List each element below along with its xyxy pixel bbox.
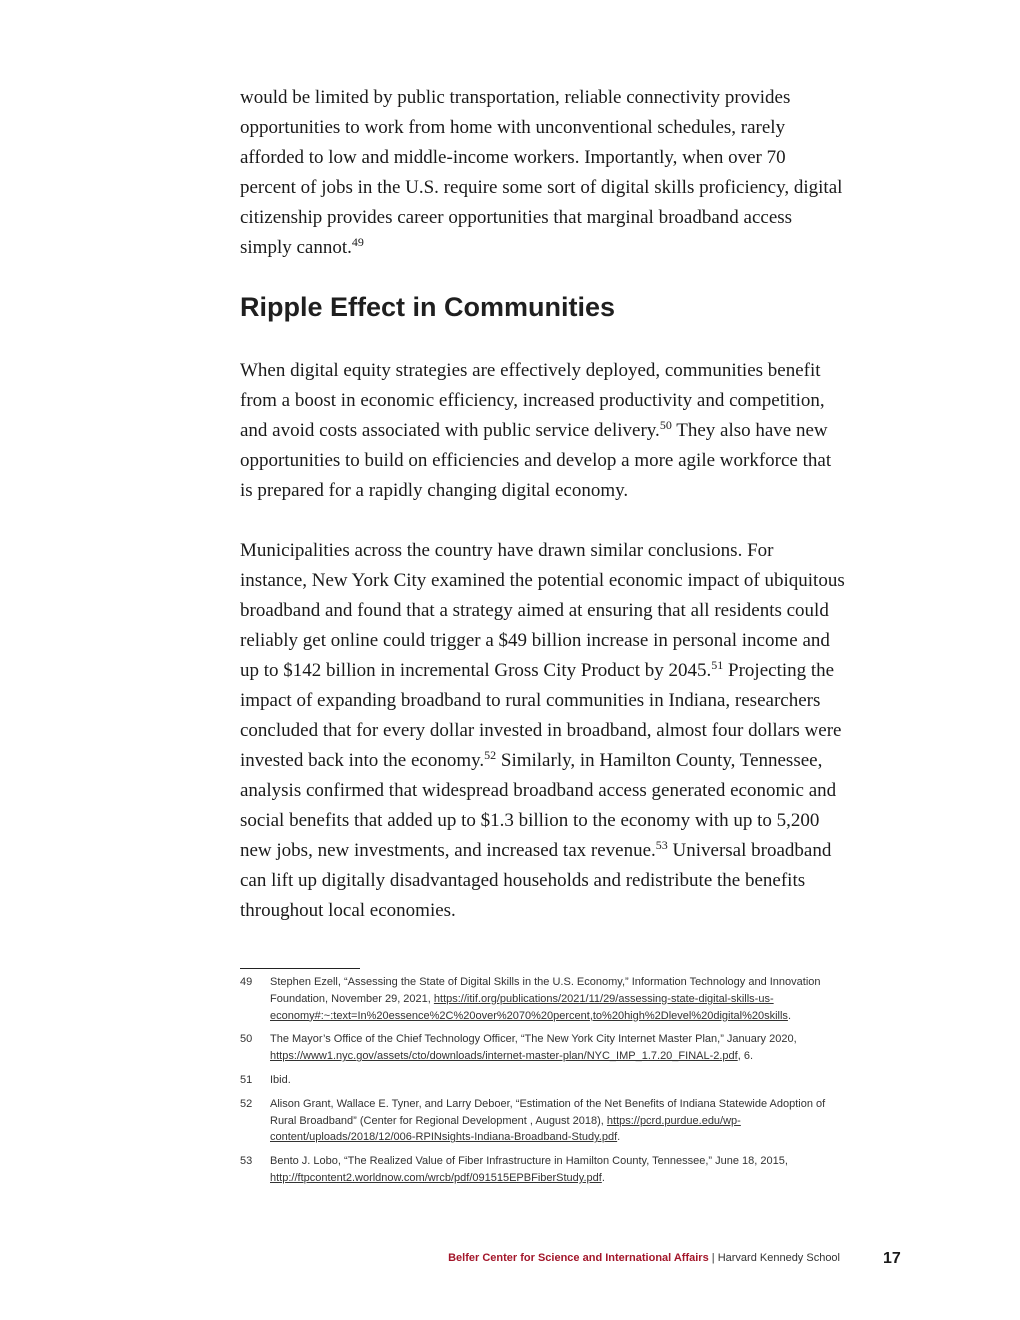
footnote-number: 50 xyxy=(240,1033,253,1046)
paragraph-text: They also have new opportunities to build on efficiencies and develop a more agile workforce that is prepared for a rapidly changing digital economy. xyxy=(240,420,832,501)
body-paragraph-2 xyxy=(240,356,845,506)
footnote-ref-49[interactable]: 49 xyxy=(351,235,364,249)
footnote-number: 49 xyxy=(240,976,253,988)
footer-school: Harvard Kennedy School xyxy=(717,1252,840,1264)
citation-end: , 6. xyxy=(737,1050,754,1063)
citation: Bento J. Lobo, “The Realized Value of Fiber Infrastructure in Hamilton County, Tennessee,” June 18, 2015, xyxy=(270,1155,788,1168)
citation-end: . xyxy=(617,1131,621,1144)
footer-separator: | xyxy=(708,1252,718,1264)
section-heading: Ripple Effect in Communities xyxy=(240,292,616,322)
page-number: 17 xyxy=(883,1250,901,1267)
footnote-ref-52[interactable]: 52 xyxy=(484,748,497,762)
citation: Stephen Ezell, “Assessing the State of Digital Skills in the U.S. Economy,” Information Technology and Innovation Foundation, November 29, 2021, xyxy=(270,976,821,1005)
footnote-text xyxy=(270,1153,845,1187)
body-paragraph-1 xyxy=(240,83,845,263)
footnote-number: 53 xyxy=(240,1155,253,1168)
footnote-number: 51 xyxy=(240,1073,253,1086)
footnote-text xyxy=(270,1031,845,1065)
paragraph-text: When digital equity strategies are effectively deployed, communities benefit from a boost in economic efficiency, increased productivity and competition, and avoid costs associated with public service delivery. xyxy=(240,360,825,441)
footnote-ref-50[interactable]: 50 xyxy=(659,418,672,432)
footnote-text xyxy=(270,1096,845,1146)
footnote-link[interactable]: https://pcrd.purdue.edu/wp-content/uploads/2018/12/006-RPINsights-Indiana-Broadband-Study.pdf xyxy=(270,1114,741,1144)
paragraph-text: Similarly, in Hamilton County, Tennessee, analysis confirmed that widespread broadband access generated economic and social benefits that added up to $1.3 billion to the economy with up to 5,200 new jobs, new investments, and increased tax revenue. xyxy=(240,750,837,861)
footnote-link[interactable]: https://itif.org/publications/2021/11/29/assessing-state-digital-skills-us-economy#:~:text=In%20essence%2C%20over%2070%20percent,to%20high%2Dlevel%20digital%20skills xyxy=(270,992,788,1022)
footnote-50 xyxy=(240,1031,845,1065)
citation-end: . xyxy=(601,1171,605,1184)
footnote-49 xyxy=(240,974,845,1024)
footnote-number: 52 xyxy=(240,1097,253,1110)
footnote-51 xyxy=(240,1072,845,1089)
paragraph-text: Projecting the impact of expanding broadband to rural communities in Indiana, researchers concluded that for every dollar invested in broadband, almost four dollars were invested back into the economy. xyxy=(240,660,842,771)
citation: Ibid. xyxy=(270,1073,291,1086)
page-footer xyxy=(240,1252,840,1264)
citation: Alison Grant, Wallace E. Tyner, and Larry Deboer, “Estimation of the Net Benefits of Indiana Statewide Adoption of Rural Broadband” (Center for Regional Development , August 2018), xyxy=(270,1097,826,1127)
paragraph-text: would be limited by public transportation, reliable connectivity provides opportunities to work from home with unconventional schedules, rarely afforded to low and middle-income workers. Importantly, when over 70 percent of jobs in the U.S. require some sort of digital skills proficiency, digital citizenship provides career opportunities that marginal broadband access simply cannot. xyxy=(240,87,843,258)
footnote-ref-53[interactable]: 53 xyxy=(655,838,668,852)
footnote-divider xyxy=(240,968,360,969)
body-paragraph-3 xyxy=(240,536,845,926)
footnote-text xyxy=(270,974,845,1024)
footnote-text xyxy=(270,1072,845,1089)
footnote-53 xyxy=(240,1153,845,1187)
footnote-52 xyxy=(240,1096,845,1146)
citation-end: . xyxy=(787,1009,791,1022)
citation: The Mayor’s Office of the Chief Technology Officer, “The New York City Internet Master Plan,” January 2020, xyxy=(270,1033,797,1046)
footnote-link[interactable]: https://www1.nyc.gov/assets/cto/downloads/internet-master-plan/NYC_IMP_1.7.20_FINAL-2.pdf xyxy=(270,1050,738,1063)
paragraph-text: Municipalities across the country have drawn similar conclusions. For instance, New York City examined the potential economic impact of ubiquitous broadband and found that a strategy aimed at ensuring that all residents could reliably get online could trigger a $49 billion increase in personal income and up to $142 billion in incremental Gross City Product by 2045. xyxy=(240,540,845,681)
footnote-link[interactable]: http://ftpcontent2.worldnow.com/wrcb/pdf/091515EPBFiberStudy.pdf xyxy=(270,1171,602,1184)
footnotes xyxy=(240,974,845,1194)
paragraph-text: Universal broadband can lift up digitally disadvantaged households and redistribute the benefits throughout local economies. xyxy=(240,840,832,921)
footer-org: Belfer Center for Science and International Affairs xyxy=(448,1252,709,1264)
footnote-ref-51[interactable]: 51 xyxy=(711,658,724,672)
